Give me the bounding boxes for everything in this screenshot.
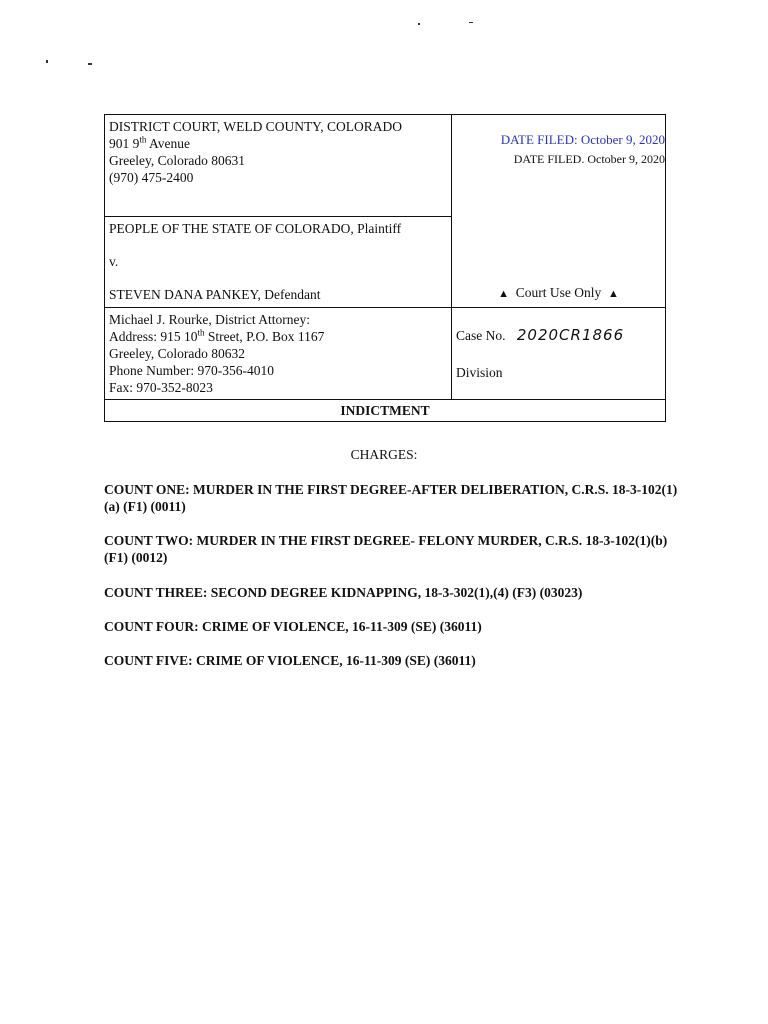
date-filed-stamp-print: DATE FILED. October 9, 2020 (513, 152, 665, 166)
case-number-row (456, 327, 661, 344)
attorney-name: Michael J. Rourke, District Attorney: (109, 312, 310, 327)
scan-speck (418, 23, 420, 25)
document-title: INDICTMENT (105, 400, 666, 422)
count-item: COUNT THREE: SECOND DEGREE KIDNAPPING, 18-3-302(1),(4) (F3) (03023) (104, 585, 583, 600)
scan-speck (469, 22, 473, 23)
case-cell (452, 308, 666, 400)
division-label: Division (456, 365, 503, 380)
count-item: COUNT TWO: MURDER IN THE FIRST DEGREE- FELONY MURDER, C.R.S. 18-3-102(1)(b) (F1) (0012) (104, 533, 668, 565)
scan-speck (88, 63, 92, 65)
court-info-cell (105, 115, 452, 217)
plaintiff: PEOPLE OF THE STATE OF COLORADO, Plaintiff (109, 221, 402, 236)
case-number: 2020CR1866 (516, 326, 625, 344)
attorney-fax: Fax: 970-352-8023 (109, 380, 213, 395)
court-name: DISTRICT COURT, WELD COUNTY, COLORADO (109, 119, 402, 134)
court-use-column (452, 115, 666, 308)
triangle-up-icon: ▲ (608, 288, 619, 300)
date-filed-stamp: DATE FILED: October 9, 2020 (500, 132, 665, 147)
scan-speck (46, 60, 48, 63)
attorney-city: Greeley, Colorado 80632 (109, 346, 245, 361)
caption-table (104, 114, 666, 422)
versus: v. (109, 254, 119, 269)
attorney-cell (105, 308, 452, 400)
court-city: Greeley, Colorado 80631 (109, 153, 245, 168)
parties-cell (105, 217, 452, 308)
triangle-up-icon: ▲ (498, 288, 509, 300)
count-item: COUNT FOUR: CRIME OF VIOLENCE, 16-11-309 (SE) (36011) (104, 619, 482, 634)
attorney-phone: Phone Number: 970-356-4010 (109, 363, 274, 378)
court-use-only-label: ▲ Court Use Only ▲ (498, 285, 619, 300)
court-address: 901 9th Avenue (109, 134, 191, 151)
attorney-address: Address: 915 10th Street, P.O. Box 1167 (109, 327, 325, 344)
defendant: STEVEN DANA PANKEY, Defendant (109, 287, 321, 302)
case-number-label: Case No. (456, 328, 506, 343)
count-item: COUNT FIVE: CRIME OF VIOLENCE, 16-11-309 (SE) (36011) (104, 653, 476, 668)
charges-heading: CHARGES: (350, 447, 418, 462)
count-item: COUNT ONE: MURDER IN THE FIRST DEGREE-AFTER DELIBERATION, C.R.S. 18-3-102(1)(a) (F1) (0011) (104, 482, 678, 514)
court-phone: (970) 475-2400 (109, 170, 194, 185)
